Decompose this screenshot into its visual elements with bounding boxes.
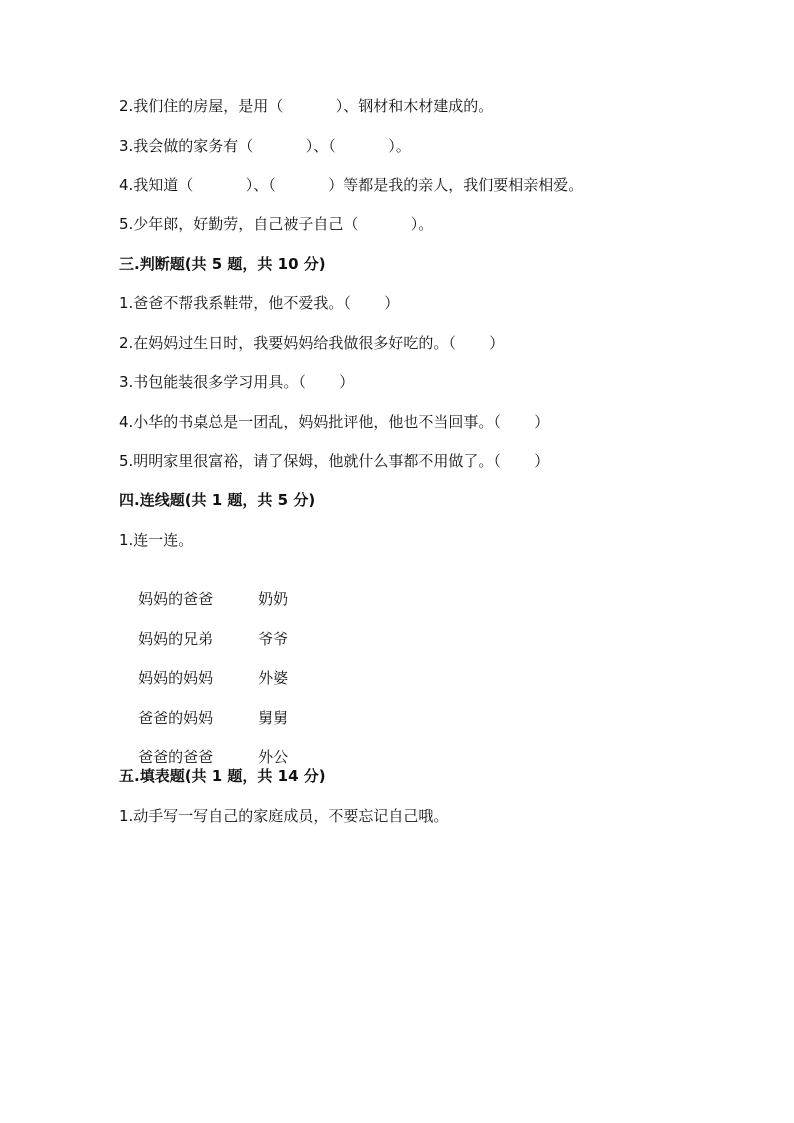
fill-question-4: 4.我知道（ ）、（ ）等都是我的亲人，我们要相亲相爱。 [119, 176, 584, 194]
match-right-item: 外公 [258, 748, 289, 766]
match-left-item: 妈妈的妈妈 [138, 669, 214, 687]
fill-question-2: 2.我们住的房屋，是用（ ）、钢材和木材建成的。 [119, 97, 494, 115]
section-3-heading: 三.判断题(共 5 题，共 10 分) [119, 255, 326, 273]
match-left-item: 爸爸的爸爸 [138, 748, 214, 766]
section-5-heading: 五.填表题(共 1 题，共 14 分) [119, 767, 326, 785]
match-left-item: 妈妈的爸爸 [138, 590, 214, 608]
judge-question-5: 5.明明家里很富裕，请了保姆，他就什么事都不用做了。（ ） [119, 452, 550, 470]
match-left-item: 爸爸的妈妈 [138, 709, 214, 727]
match-right-item: 爷爷 [258, 630, 289, 648]
judge-question-2: 2.在妈妈过生日时，我要妈妈给我做很多好吃的。（ ） [119, 334, 505, 352]
judge-question-4: 4.小华的书桌总是一团乱，妈妈批评他，他也不当回事。（ ） [119, 413, 550, 431]
fill-question-3: 3.我会做的家务有（ ）、（ ）。 [119, 137, 411, 155]
fill-question-5: 5.少年郎，好勤劳，自己被子自己（ ）。 [119, 215, 434, 233]
table-question-1: 1.动手写一写自己的家庭成员，不要忘记自己哦。 [119, 807, 449, 825]
match-right-item: 舅舅 [258, 709, 289, 727]
match-question-1: 1.连一连。 [119, 531, 194, 549]
match-right-item: 奶奶 [258, 590, 289, 608]
match-left-item: 妈妈的兄弟 [138, 630, 214, 648]
judge-question-3: 3.书包能装很多学习用具。（ ） [119, 373, 355, 391]
match-right-item: 外婆 [258, 669, 289, 687]
section-4-heading: 四.连线题(共 1 题，共 5 分) [119, 491, 316, 509]
judge-question-1: 1.爸爸不帮我系鞋带，他不爱我。（ ） [119, 294, 400, 312]
